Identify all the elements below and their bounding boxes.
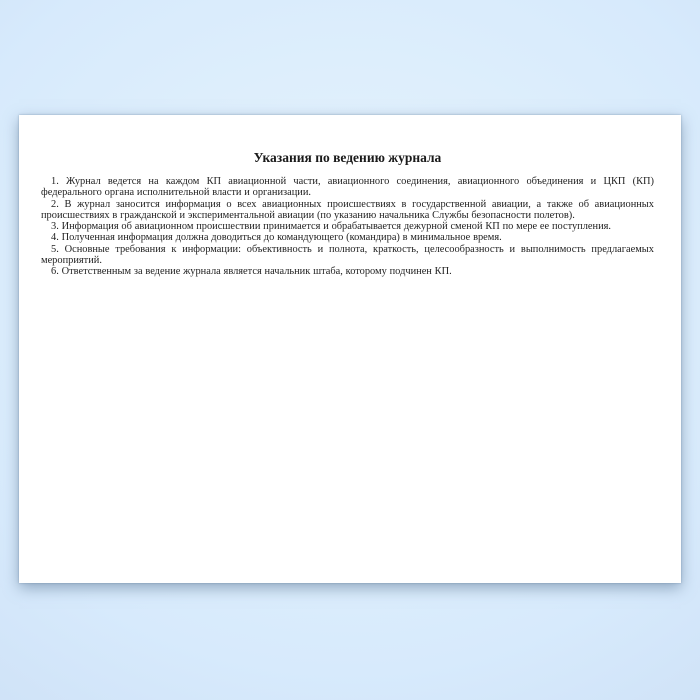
document-content (19, 115, 681, 278)
instruction-paragraph-1: 1. Журнал ведется на каждом КП авиационной части, авиационного соединения, авиационного объединения и ЦКП (КП) федерального органа исполнительной власти и организации. (41, 176, 654, 199)
instruction-paragraph-6: 6. Ответственным за ведение журнала является начальник штаба, которому подчинен КП. (51, 266, 452, 278)
document-title: Указания по ведению журнала (253, 150, 442, 165)
instruction-paragraph-3: 3. Информация об авиационном происшествии принимается и обрабатывается дежурной сменой КП по мере ее поступления. (51, 221, 612, 233)
document-page (19, 115, 681, 583)
instruction-paragraph-5: 5. Основные требования к информации: объективность и полнота, краткость, целесообразность и выполнимость предлагаемых мероприятий. (41, 243, 654, 267)
instruction-paragraph-4: 4. Полученная информация должна доводиться до командующего (командира) в минимальное время. (51, 232, 502, 244)
instructions-list (41, 176, 654, 278)
instruction-paragraph-2: 2. В журнал заносится информация о всех авиационных происшествиях в государственной авиации, а также об авиационных происшествиях в гражданской и экспериментальной авиации (по указанию начальника Службы безопасности полетов). (41, 198, 654, 221)
